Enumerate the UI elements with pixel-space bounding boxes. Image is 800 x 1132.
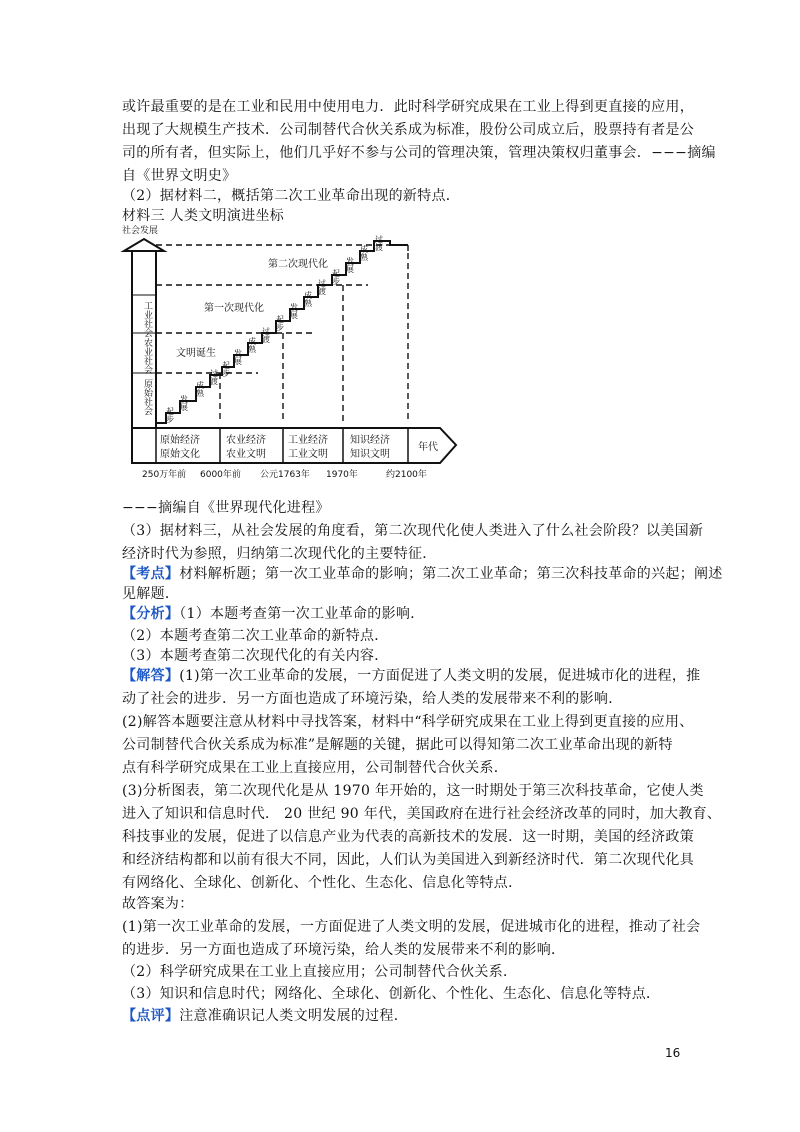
- date-label: 约2100年: [386, 470, 427, 480]
- timeline-label: 年代: [418, 442, 438, 453]
- step-label: 发展: [233, 349, 243, 365]
- question-2: （2）据材料二，概括第二次工业革命出现的新特点．: [122, 188, 461, 204]
- question-3-line: （3）据材料三，从社会发展的角度看，第二次现代化使人类进入了什么社会阶段？以美国新: [122, 523, 704, 539]
- step-label: 发展: [179, 395, 189, 411]
- dianping-line: [122, 1006, 682, 1026]
- dianping-tag: 【点评】: [122, 1008, 180, 1024]
- jieda-line: (3)分析图表，第二次现代化是从 1970 年开始的，这一时期处于第三次科技革命，它使人类: [122, 783, 704, 799]
- fenxi-text: （1）本题考查第一次工业革命的影响．: [179, 606, 425, 622]
- jieda-line: 公司制替代合伙关系成为标准”是解题的关键，据此可以得知第二次工业革命出现的新特: [122, 737, 673, 753]
- stage-agricultural-society: 农业社会: [142, 338, 152, 374]
- era-industrial-civilization: 工业文明: [288, 449, 328, 460]
- step-label: 发展: [345, 257, 355, 273]
- fenxi-line: （2）本题考查第二次工业革命的新特点．: [122, 628, 389, 644]
- figure-y-axis-title: 社会发展: [122, 226, 159, 236]
- date-label: 250万年前: [142, 470, 187, 480]
- band-first-modernization: 第一次现代化: [204, 303, 264, 314]
- answer-line: 的进步．另一方面也造成了环境污染，给人类的发展带来不利的影响．: [122, 942, 566, 958]
- civilization-figure: [118, 223, 463, 485]
- material-3-heading: 材料三 人类文明演进坐标: [122, 208, 285, 224]
- fenxi-tag: 【分析】: [122, 606, 180, 622]
- fenxi-line: （3）本题考查第二次现代化的有关内容．: [122, 648, 389, 664]
- jieda-line: 有网络化、全球化、创新化、个性化、生态化、信息化等特点．: [122, 875, 523, 891]
- page-number: 16: [665, 1046, 681, 1060]
- era-knowledge-economy: 知识经济: [350, 435, 390, 446]
- question-3-line: 经济时代为参照，归纳第二次现代化的主要特征．: [122, 546, 437, 562]
- jieda-line: 和经济结构都和以前有很大不同，因此，人们认为美国进入到新经济时代．第二次现代化具: [122, 852, 694, 868]
- step-label: 过渡: [209, 369, 219, 385]
- jieda-tag: 【解答】: [122, 668, 180, 684]
- jieda-line: [122, 666, 701, 686]
- kaodian-line: [122, 564, 723, 584]
- step-label: 成熟: [247, 337, 257, 353]
- answer-heading: 故答案为：: [122, 896, 194, 912]
- era-primitive-economy: 原始经济: [160, 435, 200, 446]
- date-label: 6000年前: [200, 470, 241, 480]
- jieda-line: 进入了知识和信息时代． 20 世纪 90 年代，美国政府在进行社会经济改革的同时，加大教育、: [122, 806, 722, 822]
- step-label: 起步: [275, 315, 285, 331]
- era-agricultural-civilization: 农业文明: [226, 449, 266, 460]
- paragraph-line: 出现了大规模生产技术．公司制替代合伙关系成为标准，股份公司成立后，股票持有者是公: [122, 122, 694, 138]
- era-primitive-culture: 原始文化: [160, 449, 200, 460]
- step-label: 起步: [165, 407, 175, 423]
- date-label: 1970年: [326, 470, 358, 480]
- answer-line: （2）科学研究成果在工业上直接应用；公司制替代合伙关系．: [122, 964, 518, 980]
- jieda-text: (1)第一次工业革命的发展，一方面促进了人类文明的发展，促进城市化的进程，推: [179, 668, 701, 684]
- step-label: 成熟: [359, 245, 369, 261]
- kaodian-text: 材料解析题；第一次工业革命的影响；第二次工业革命；第三次科技革命的兴起；阐述: [179, 566, 723, 582]
- step-label: 发展: [289, 303, 299, 319]
- figure-source: −−−摘编自《世界现代化进程》: [122, 500, 330, 516]
- era-agricultural-economy: 农业经济: [226, 435, 266, 446]
- step-label: 过渡: [374, 235, 384, 251]
- jieda-line: 科技事业的发展，促进了以信息产业为代表的高新技术的发展．这一时期，美国的经济政策: [122, 829, 694, 845]
- jieda-line: 动了社会的进步．另一方面也造成了环境污染，给人类的发展带来不利的影响．: [122, 691, 623, 707]
- stage-primitive-society: 原始社会: [142, 379, 152, 415]
- band-civilization-birth: 文明诞生: [176, 348, 216, 359]
- step-label: 起步: [331, 269, 341, 285]
- answer-line: (1)第一次工业革命的发展，一方面促进了人类文明的发展，促进城市化的进程，推动了社会: [122, 919, 701, 935]
- step-label: 起步: [221, 361, 231, 377]
- paragraph-line: 或许最重要的是在工业和民用中使用电力．此时科学研究成果在工业上得到更直接的应用，: [122, 99, 694, 115]
- paragraph-line: 自《世界文明史》: [122, 168, 237, 184]
- band-second-modernization: 第二次现代化: [268, 259, 328, 270]
- step-label: 过渡: [317, 279, 327, 295]
- step-label: 成熟: [303, 291, 313, 307]
- answer-line: （3）知识和信息时代；网络化、全球化、创新化、个性化、生态化、信息化等特点．: [122, 986, 661, 1002]
- jieda-line: (2)解答本题要注意从材料中寻找答案，材料中“科学研究成果在工业上得到更直接的应用、: [122, 714, 694, 730]
- step-label: 过渡: [261, 327, 271, 343]
- kaodian-tag: 【考点】: [122, 566, 180, 582]
- fenxi-line: [122, 604, 682, 624]
- paragraph-line: 司的所有者，但实际上，他们几乎好不参与公司的管理决策，管理决策权归董事会．−−−摘编: [122, 145, 716, 161]
- era-knowledge-civilization: 知识文明: [350, 449, 390, 460]
- dianping-text: 注意准确识记人类文明发展的过程．: [179, 1008, 409, 1024]
- step-label: 成熟: [195, 381, 205, 397]
- stage-industrial-society: 工业社会: [142, 301, 152, 337]
- era-industrial-economy: 工业经济: [288, 435, 328, 446]
- jieda-line: 点有科学研究成果在工业上直接应用，公司制替代合伙关系．: [122, 760, 509, 776]
- kaodian-line: 见解题．: [122, 586, 180, 602]
- date-label: 公元1763年: [260, 470, 310, 480]
